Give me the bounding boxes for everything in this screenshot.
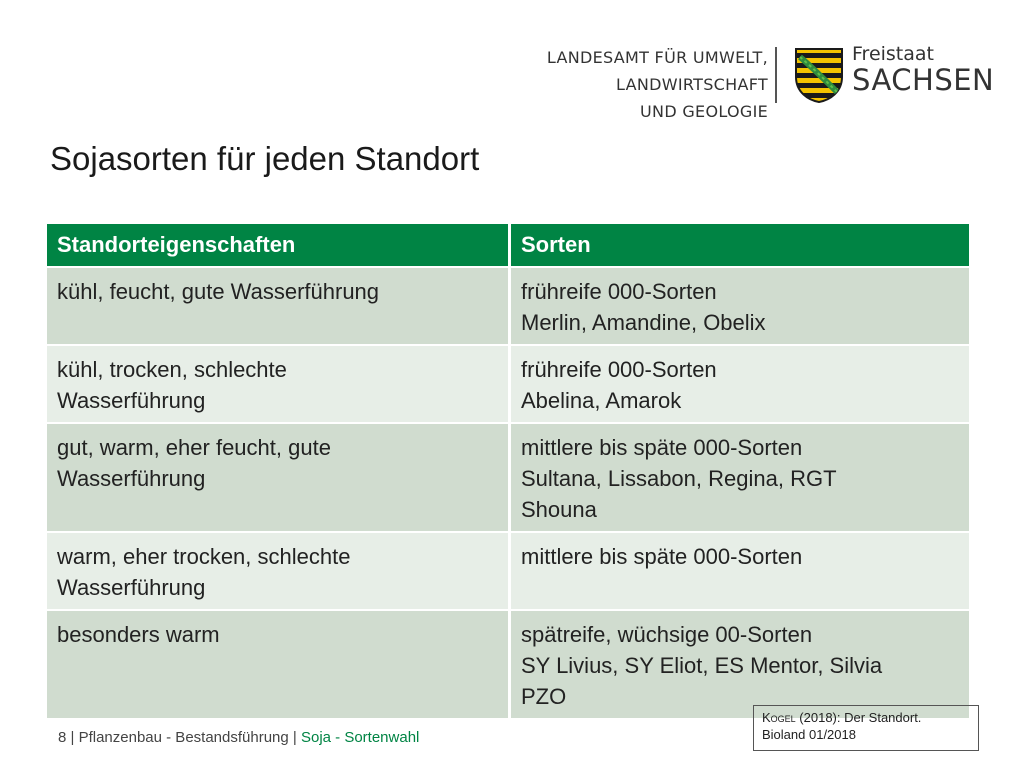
varieties-line: frühreife 000-Sorten — [521, 279, 717, 304]
varieties-cell — [511, 533, 969, 609]
site-properties-line: Wasserführung — [57, 575, 206, 600]
table-row — [47, 611, 969, 718]
site-properties-cell — [47, 268, 508, 344]
site-properties-line: warm, eher trocken, schlechte — [57, 544, 351, 569]
citation-source: (2018): Der Standort. — [795, 710, 922, 725]
table-row — [47, 533, 969, 609]
footer — [58, 729, 419, 746]
site-properties-cell — [47, 346, 508, 422]
citation-author: Kogel — [762, 710, 796, 725]
varieties-cell — [511, 424, 969, 531]
site-properties-cell — [47, 533, 508, 609]
site-properties-line: kühl, feucht, gute Wasserführung — [57, 279, 380, 304]
site-properties-line: besonders warm — [57, 622, 220, 647]
varieties-cell — [511, 346, 969, 422]
varieties-line: frühreife 000-Sorten — [521, 357, 717, 382]
varieties-line: SY Livius, SY Eliot, ES Mentor, Silvia — [521, 653, 883, 678]
varieties-line: Abelina, Amarok — [521, 388, 682, 413]
table-row — [47, 424, 969, 531]
footer-topic: Soja - Sortenwahl — [300, 729, 420, 746]
varieties-cell — [511, 611, 969, 718]
varieties-line: spätreife, wüchsige 00-Sorten — [521, 622, 813, 647]
varieties-line: Merlin, Amandine, Obelix — [521, 310, 766, 335]
site-properties-line: Wasserführung — [57, 388, 206, 413]
footer-section: Pflanzenbau - Bestandsführung — [78, 729, 289, 746]
varieties-line: mittlere bis späte 000-Sorten — [521, 435, 803, 460]
site-properties-line: gut, warm, eher feucht, gute — [57, 435, 331, 460]
state-name — [852, 44, 994, 96]
page-title: Sojasorten für jeden Standort — [50, 140, 480, 177]
table-header-row — [47, 224, 969, 266]
site-properties-line: kühl, trocken, schlechte — [57, 357, 287, 382]
footer-separator: | — [288, 729, 301, 746]
site-properties-cell — [47, 424, 508, 531]
varieties-line: Shouna — [521, 497, 597, 522]
agency-line-3: UND GEOLOGIE — [640, 102, 768, 121]
citation-box — [753, 705, 979, 751]
saxony-coat-of-arms-icon — [794, 47, 844, 103]
header-divider — [775, 47, 777, 103]
varieties-table — [44, 222, 972, 720]
site-properties-cell — [47, 611, 508, 718]
table-row — [47, 346, 969, 422]
state-name-line-2: SACHSEN — [852, 63, 995, 97]
agency-line-2: LANDWIRTSCHAFT — [616, 75, 768, 94]
page-number: 8 — [58, 729, 67, 746]
varieties-line: mittlere bis späte 000-Sorten — [521, 544, 803, 569]
site-properties-line: Wasserführung — [57, 466, 206, 491]
citation-line-2: Bioland 01/2018 — [762, 727, 856, 742]
header-site-properties: Standorteigenschaften — [47, 224, 508, 266]
varieties-cell — [511, 268, 969, 344]
varieties-line: PZO — [521, 684, 567, 709]
footer-separator: | — [66, 729, 79, 746]
agency-line-1: LANDESAMT FÜR UMWELT, — [546, 48, 768, 67]
varieties-line: Sultana, Lissabon, Regina, RGT — [521, 466, 837, 491]
header-varieties: Sorten — [511, 224, 969, 266]
agency-name — [547, 44, 768, 125]
state-name-line-1: Freistaat — [852, 43, 934, 65]
table-row — [47, 268, 969, 344]
